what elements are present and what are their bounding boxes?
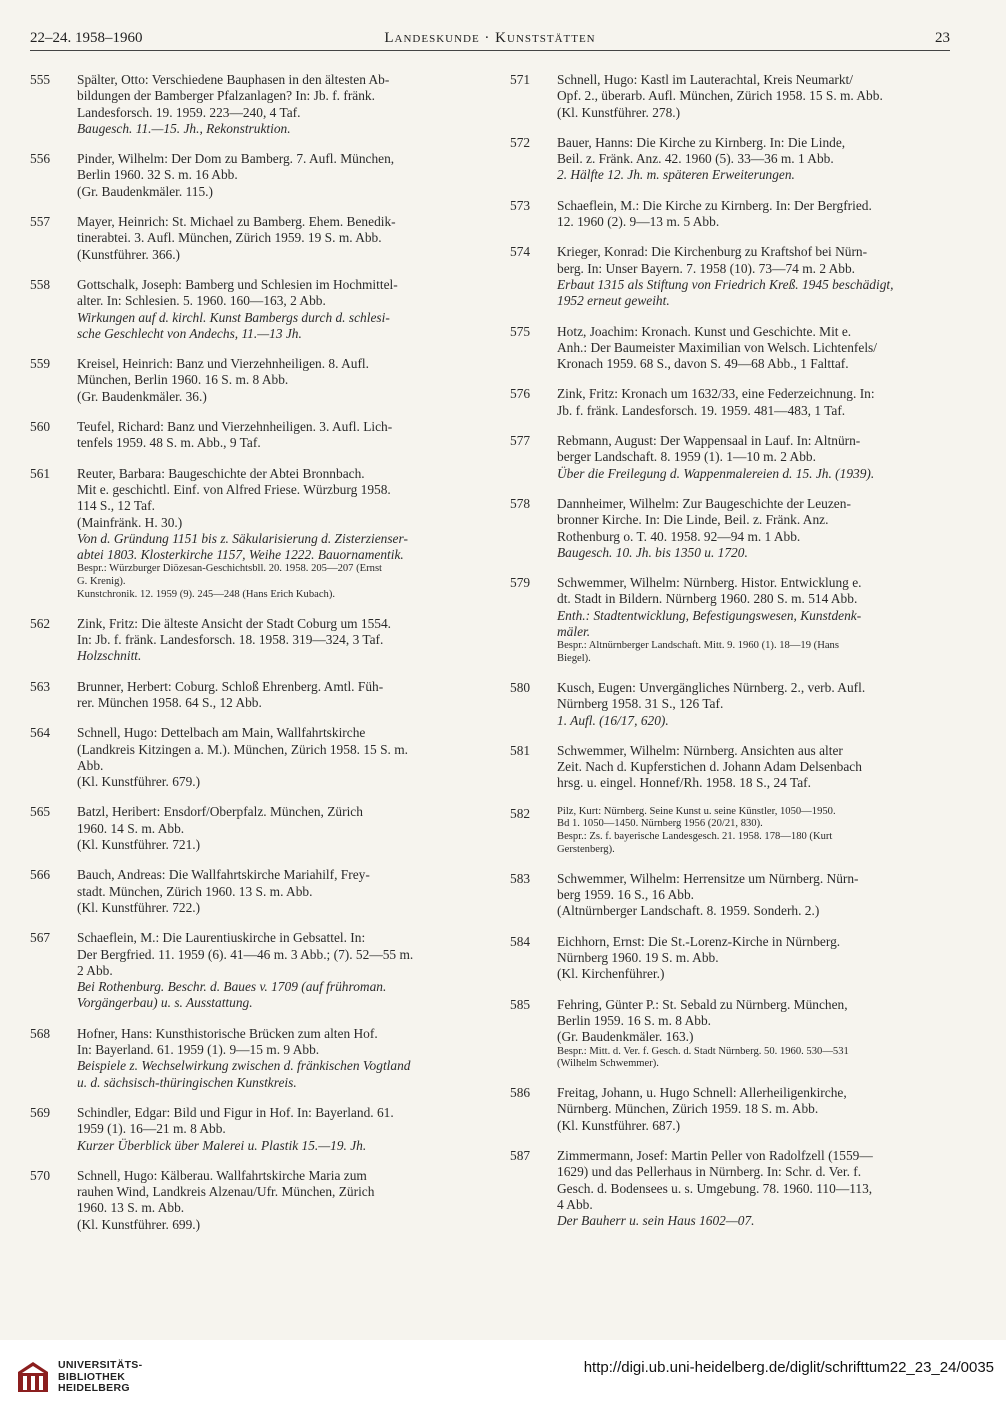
bibliography-entry — [510, 934, 950, 983]
entry-number: 558 — [30, 276, 51, 292]
entry-line: In: Jb. f. fränk. Landesforsch. 18. 1958. 319—324, 3 Taf. — [77, 632, 384, 648]
entry-line: Mit e. geschichtl. Einf. von Alfred Friese. Würzburg 1958. — [77, 481, 391, 497]
entry-review-note: Biegel). — [557, 653, 591, 665]
entry-line: (Kunstführer. 366.) — [77, 246, 181, 262]
bibliography-entry — [30, 679, 460, 712]
bibliography-entry — [510, 433, 950, 482]
footer — [0, 1340, 1006, 1418]
entry-number: 560 — [30, 419, 51, 435]
bibliography-entry — [30, 151, 460, 200]
entry-line: Schwemmer, Wilhelm: Nürnberg. Histor. Entwicklung e. — [557, 575, 862, 591]
entry-line: Rothenburg o. T. 40. 1958. 92—94 m. 1 Abb. — [557, 528, 801, 544]
entry-annotation: Erbaut 1315 als Stiftung von Friedrich Kreß. 1945 beschädigt, — [557, 276, 894, 292]
entry-line: rauhen Wind, Landkreis Alzenau/Ufr. München, Zürich — [77, 1184, 375, 1200]
entry-line: berg. In: Unser Bayern. 7. 1958 (10). 73—74 m. 2 Abb. — [557, 260, 856, 276]
entry-annotation: Kurzer Überblick über Malerei u. Plastik 15.—19. Jh. — [77, 1137, 367, 1153]
entry-line: (Gr. Baudenkmäler. 115.) — [77, 183, 213, 199]
entry-annotation: 1. Aufl. (16/17, 620). — [557, 712, 669, 728]
bibliography-entry — [510, 386, 950, 419]
bibliography-entry — [510, 680, 950, 729]
entry-review-note: Bespr.: Zs. f. bayerische Landesgesch. 21. 1958. 178—180 (Kurt — [557, 831, 833, 843]
bibliography-entry — [30, 725, 460, 790]
entry-annotation: u. d. sächsisch-thüringischen Kunstkreis. — [77, 1074, 297, 1090]
entry-line: Schindler, Edgar: Bild und Figur in Hof. In: Bayerland. 61. — [77, 1104, 394, 1120]
entry-review-note: Bespr.: Würzburger Diözesan-Geschichtsbll. 20. 1958. 205—207 (Ernst — [77, 563, 383, 575]
entry-line: (Mainfränk. H. 30.) — [77, 514, 183, 530]
entry-line: Zink, Fritz: Die älteste Ansicht der Stadt Coburg um 1554. — [77, 615, 392, 631]
entry-line: Pinder, Wilhelm: Der Dom zu Bamberg. 7. Aufl. München, — [77, 151, 395, 167]
running-head — [30, 30, 950, 50]
entry-line: Schnell, Hugo: Kastl im Lauterachtal, Kreis Neumarkt/ — [557, 72, 853, 87]
entry-review-note: Bespr.: Altnürnberger Landschaft. Mitt. 9. 1960 (1). 18—19 (Hans — [557, 640, 839, 652]
entry-number: 579 — [510, 575, 531, 591]
entry-line: Gesch. d. Bodensees u. s. Umgebung. 78. 1960. 110—113, — [557, 1180, 873, 1196]
entry-number: 562 — [30, 615, 51, 631]
entry-line: In: Bayerland. 61. 1959 (1). 9—15 m. 9 Abb. — [77, 1042, 320, 1058]
entry-line: (Kl. Kunstführer. 699.) — [77, 1216, 201, 1232]
entry-number: 573 — [510, 197, 531, 213]
entry-annotation: Über die Freilegung d. Wappenmalereien d. 15. Jh. (1939). — [557, 465, 875, 481]
entry-line: (Kl. Kunstführer. 687.) — [557, 1117, 681, 1133]
bibliography-entry — [30, 214, 460, 263]
entry-line: 4 Abb. — [557, 1196, 593, 1212]
entry-line: Berlin 1959. 16 S. m. 8 Abb. — [557, 1012, 711, 1028]
entry-line: Fehring, Günter P.: St. Sebald zu Nürnberg. München, — [557, 996, 848, 1012]
bibliography-entry — [30, 930, 460, 1011]
bibliography-entry — [510, 1148, 950, 1229]
entry-annotation: Der Bauherr u. sein Haus 1602—07. — [557, 1213, 755, 1229]
entry-annotation: sche Geschlecht von Andechs, 11.—13 Jh. — [77, 325, 302, 341]
entry-line: (Gr. Baudenkmäler. 163.) — [557, 1029, 694, 1045]
entry-line: Reuter, Barbara: Baugeschichte der Abtei Bronnbach. — [77, 465, 365, 481]
entry-line: 12. 1960 (2). 9—13 m. 5 Abb. — [557, 214, 720, 230]
entry-number: 587 — [510, 1148, 531, 1164]
entry-line: (Altnürnberger Landschaft. 8. 1959. Sonderh. 2.) — [557, 903, 820, 919]
entry-line: Bauer, Hanns: Die Kirche zu Kirnberg. In: Die Linde, — [557, 134, 846, 150]
entry-number: 581 — [510, 742, 531, 758]
entry-line: Hofner, Hans: Kunsthistorische Brücken zum alten Hof. — [77, 1025, 378, 1041]
entry-line: stadt. München, Zürich 1960. 13 S. m. Abb. — [77, 883, 313, 899]
entry-number: 561 — [30, 465, 51, 481]
entry-number: 583 — [510, 870, 531, 886]
entry-line: Schaeflein, M.: Die Laurentiuskirche in Gebsattel. In: — [77, 930, 366, 946]
entry-number: 556 — [30, 151, 51, 167]
bibliography-entry — [510, 575, 950, 666]
entry-line: 1960. 13 S. m. Abb. — [77, 1200, 185, 1216]
entry-line: (Kl. Kunstführer. 278.) — [557, 104, 681, 120]
entry-number: 571 — [510, 72, 531, 87]
entry-number: 569 — [30, 1104, 51, 1120]
entry-line: Rebmann, August: Der Wappensaal in Lauf. In: Altnürn- — [557, 433, 861, 449]
entry-line: bildungen der Bamberger Pfalzanlagen? In: Jb. f. fränk. — [77, 88, 375, 104]
entry-annotation: Baugesch. 10. Jh. bis 1350 u. 1720. — [557, 544, 748, 560]
entry-number: 584 — [510, 933, 531, 949]
entry-number: 570 — [30, 1167, 51, 1183]
entry-number: 567 — [30, 930, 51, 946]
entry-line: (Gr. Baudenkmäler. 36.) — [77, 388, 207, 404]
entry-annotation: Enth.: Stadtentwicklung, Befestigungswesen, Kunstdenk- — [557, 607, 862, 623]
entry-number: 578 — [510, 495, 531, 511]
entry-number: 557 — [30, 214, 51, 230]
bibliography-entry — [30, 804, 460, 853]
entry-line: München, Berlin 1960. 16 S. m. 8 Abb. — [77, 372, 289, 388]
entry-annotation: 1952 erneut geweiht. — [557, 293, 670, 309]
entry-line: Schwemmer, Wilhelm: Nürnberg. Ansichten aus alter — [557, 742, 843, 758]
entry-number: 574 — [510, 244, 531, 260]
bibliography-entry — [30, 867, 460, 916]
right-column — [510, 72, 950, 1244]
entry-line: Anh.: Der Baumeister Maximilian von Welsch. Lichtenfels/ — [557, 339, 877, 355]
entry-review-note: (Wilhelm Schwemmer). — [557, 1058, 659, 1070]
bibliography-entry — [510, 806, 950, 857]
entry-number: 568 — [30, 1025, 51, 1041]
entry-line: Eichhorn, Ernst: Die St.-Lorenz-Kirche in Nürnberg. — [557, 933, 841, 949]
entry-line: tenfels 1959. 48 S. m. Abb., 9 Taf. — [77, 435, 261, 451]
entry-line: Kreisel, Heinrich: Banz und Vierzehnheiligen. 8. Aufl. — [77, 356, 369, 372]
entry-line: 1959 (1). 16—21 m. 8 Abb. — [77, 1121, 226, 1137]
bibliography-entry — [30, 1026, 460, 1091]
entry-line: berg 1959. 16 S., 16 Abb. — [557, 887, 695, 903]
entry-number: 577 — [510, 433, 531, 449]
section-title: Landeskunde · Kunststätten — [384, 30, 596, 46]
bibliography-entry — [30, 419, 460, 452]
bibliography-entry — [510, 72, 950, 121]
bibliography-entry — [510, 1085, 950, 1134]
entry-number: 555 — [30, 72, 51, 87]
entry-line: Opf. 2., überarb. Aufl. München, Zürich 1958. 15 S. m. Abb. — [557, 88, 883, 104]
entry-line: Dannheimer, Wilhelm: Zur Baugeschichte der Leuzen- — [557, 495, 851, 511]
entry-line: 1960. 14 S. m. Abb. — [77, 820, 185, 836]
library-name-line: UNIVERSITÄTS- — [58, 1359, 143, 1371]
entry-line: Schnell, Hugo: Kälberau. Wallfahrtskirche Maria zum — [77, 1167, 367, 1183]
entry-line: Brunner, Herbert: Coburg. Schloß Ehrenberg. Amtl. Füh- — [77, 678, 384, 694]
entry-line: (Kl. Kirchenführer.) — [557, 966, 665, 982]
entry-line: Hotz, Joachim: Kronach. Kunst und Geschichte. Mit e. — [557, 323, 852, 339]
bibliography-entry — [30, 356, 460, 405]
entry-review-note: Kunstchronik. 12. 1959 (9). 245—248 (Hans Erich Kubach). — [77, 589, 336, 601]
university-library-logo-icon — [14, 1358, 52, 1396]
bibliography-entry — [510, 496, 950, 561]
entry-line: tinerabtei. 3. Aufl. München, Zürich 1959. 19 S. m. Abb. — [77, 230, 382, 246]
entry-annotation: Beispiele z. Wechselwirkung zwischen d. fränkischen Vogtland — [77, 1058, 411, 1074]
entry-annotation: Von d. Gründung 1151 bis z. Säkularisierung d. Zisterzienser- — [77, 530, 408, 546]
bibliography-entry — [510, 198, 950, 231]
entry-line: dt. Stadt in Bildern. Nürnberg 1960. 280 S. m. 514 Abb. — [557, 591, 858, 607]
entry-line: bronner Kirche. In: Die Linde, Beil. z. Fränk. Anz. — [557, 512, 829, 528]
entry-line: Landesforsch. 19. 1959. 223—240, 4 Taf. — [77, 104, 301, 120]
entry-number: 564 — [30, 725, 51, 741]
bibliography-entry — [510, 135, 950, 184]
entry-line: Krieger, Konrad: Die Kirchenburg zu Kraftshof bei Nürn- — [557, 244, 868, 260]
entry-annotation: Wirkungen auf d. kirchl. Kunst Bambergs durch d. schlesi- — [77, 309, 390, 325]
entry-line: hrsg. u. eingel. Honnef/Rh. 1958. 18 S., 24 Taf. — [557, 775, 811, 791]
bibliography-entry — [30, 1168, 460, 1233]
entry-line: Zimmermann, Josef: Martin Peller von Radolfzell (1559— — [557, 1148, 873, 1164]
entry-line: Spälter, Otto: Verschiedene Bauphasen in den ältesten Ab- — [77, 72, 390, 87]
entry-number: 559 — [30, 356, 51, 372]
entry-line: (Landkreis Kitzingen a. M.). München, Zürich 1958. 15 S. m. — [77, 741, 408, 757]
entry-line: Berlin 1960. 32 S. m. 16 Abb. — [77, 167, 238, 183]
entry-review-note: Gerstenberg). — [557, 844, 615, 856]
entry-line: alter. In: Schlesien. 5. 1960. 160—163, 2 Abb. — [77, 293, 326, 309]
entry-line: Mayer, Heinrich: St. Michael zu Bamberg. Ehem. Benedik- — [77, 214, 396, 230]
entry-annotation: Bei Rothenburg. Beschr. d. Baues v. 1709 (auf frühroman. — [77, 979, 387, 995]
bibliography-entry — [510, 871, 950, 920]
entry-line: Der Bergfried. 11. 1959 (6). 41—46 m. 3 Abb.; (7). 52—55 m. — [77, 946, 414, 962]
entry-annotation: mäler. — [557, 624, 591, 640]
entry-annotation: Holzschnitt. — [77, 648, 142, 664]
entry-line: Zeit. Nach d. Kupferstichen d. Johann Adam Delsenbach — [557, 759, 862, 775]
bibliography-entry — [30, 616, 460, 665]
bibliography-entry — [510, 997, 950, 1071]
entry-annotation: Vorgängerbau) u. s. Ausstattung. — [77, 995, 253, 1011]
entry-line: Nürnberg. München, Zürich 1959. 18 S. m. Abb. — [557, 1101, 819, 1117]
entry-line: (Kl. Kunstführer. 721.) — [77, 837, 201, 853]
entry-line: Abb. — [77, 757, 104, 773]
entry-annotation: Baugesch. 11.—15. Jh., Rekonstruktion. — [77, 120, 291, 136]
bibliography-entry — [510, 743, 950, 792]
page-range-label: 22–24. 1958–1960 — [30, 30, 143, 46]
library-name-line: HEIDELBERG — [58, 1382, 130, 1394]
entry-line: 1629) und das Pellerhaus in Nürnberg. In: Schr. d. Ver. f. — [557, 1164, 862, 1180]
entry-review-note: Bd 1. 1050—1450. Nürnberg 1956 (20/21, 830). — [557, 818, 763, 830]
entry-line: Schwemmer, Wilhelm: Herrensitze um Nürnberg. Nürn- — [557, 870, 859, 886]
page-number: 23 — [935, 30, 950, 46]
source-url-link[interactable]: http://digi.ub.uni-heidelberg.de/diglit/schrifttum22_23_24/0035 — [583, 1359, 994, 1376]
entry-number: 572 — [510, 134, 531, 150]
entry-line: Gottschalk, Joseph: Bamberg und Schlesien im Hochmittel- — [77, 276, 398, 292]
entry-line: 114 S., 12 Taf. — [77, 498, 155, 514]
bibliography-entry — [30, 1105, 460, 1154]
bibliography-entry — [510, 324, 950, 373]
entry-annotation: 2. Hälfte 12. Jh. m. späteren Erweiterungen. — [557, 167, 795, 183]
entry-number: 582 — [510, 805, 531, 821]
library-name-line: BIBLIOTHEK — [58, 1370, 126, 1383]
bibliography-entry — [30, 72, 460, 137]
entry-line: Beil. z. Fränk. Anz. 42. 1960 (5). 33—36 m. 1 Abb. — [557, 151, 834, 167]
entry-number: 563 — [30, 678, 51, 694]
entry-line: Nürnberg 1958. 31 S., 126 Taf. — [557, 696, 724, 712]
entry-review-note: G. Krenig). — [77, 576, 126, 588]
entry-line: Teufel, Richard: Banz und Vierzehnheiligen. 3. Aufl. Lich- — [77, 419, 393, 435]
bibliography-entry — [30, 277, 460, 342]
entry-number: 585 — [510, 996, 531, 1012]
entry-annotation: abtei 1803. Klosterkirche 1157, Weihe 1222. Bauornamentik. — [77, 547, 404, 563]
entry-review-note: Pilz, Kurt: Nürnberg. Seine Kunst u. seine Künstler, 1050—1950. — [557, 805, 836, 817]
entry-line: Bauch, Andreas: Die Wallfahrtskirche Mariahilf, Frey- — [77, 867, 370, 883]
entry-line: Freitag, Johann, u. Hugo Schnell: Allerheiligenkirche, — [557, 1085, 847, 1101]
entry-review-note: Bespr.: Mitt. d. Ver. f. Gesch. d. Stadt Nürnberg. 50. 1960. 530—531 — [557, 1045, 849, 1057]
entry-number: 576 — [510, 386, 531, 402]
entry-line: (Kl. Kunstführer. 722.) — [77, 899, 201, 915]
library-name — [58, 1360, 142, 1395]
entry-line: Jb. f. fränk. Landesforsch. 19. 1959. 481—483, 1 Taf. — [557, 402, 846, 418]
entry-line: rer. München 1958. 64 S., 12 Abb. — [77, 695, 262, 710]
entry-number: 580 — [510, 679, 531, 695]
entry-line: berger Landschaft. 8. 1959 (1). 1—10 m. 2 Abb. — [557, 449, 816, 465]
bibliography-entry — [510, 244, 950, 309]
entry-line: Kronach 1959. 68 S., davon S. 49—68 Abb., 1 Falttaf. — [557, 356, 849, 372]
entry-line: Zink, Fritz: Kronach um 1632/33, eine Federzeichnung. In: — [557, 386, 875, 402]
entry-line: 2 Abb. — [77, 962, 113, 978]
entry-number: 565 — [30, 804, 51, 820]
entry-line: Batzl, Heribert: Ensdorf/Oberpfalz. München, Zürich — [77, 804, 363, 820]
left-column — [30, 72, 460, 1247]
entry-number: 586 — [510, 1085, 531, 1101]
entry-line: Schaeflein, M.: Die Kirche zu Kirnberg. In: Der Bergfried. — [557, 197, 872, 213]
entry-line: Kusch, Eugen: Unvergängliches Nürnberg. 2., verb. Aufl. — [557, 679, 866, 695]
entry-number: 566 — [30, 867, 51, 883]
bibliography-entry — [30, 466, 460, 602]
entry-line: Nürnberg 1960. 19 S. m. Abb. — [557, 950, 719, 966]
entry-number: 575 — [510, 323, 531, 339]
entry-line: Schnell, Hugo: Dettelbach am Main, Wallfahrtskirche — [77, 725, 366, 741]
header-divider — [30, 50, 950, 51]
entry-line: (Kl. Kunstführer. 679.) — [77, 774, 201, 790]
